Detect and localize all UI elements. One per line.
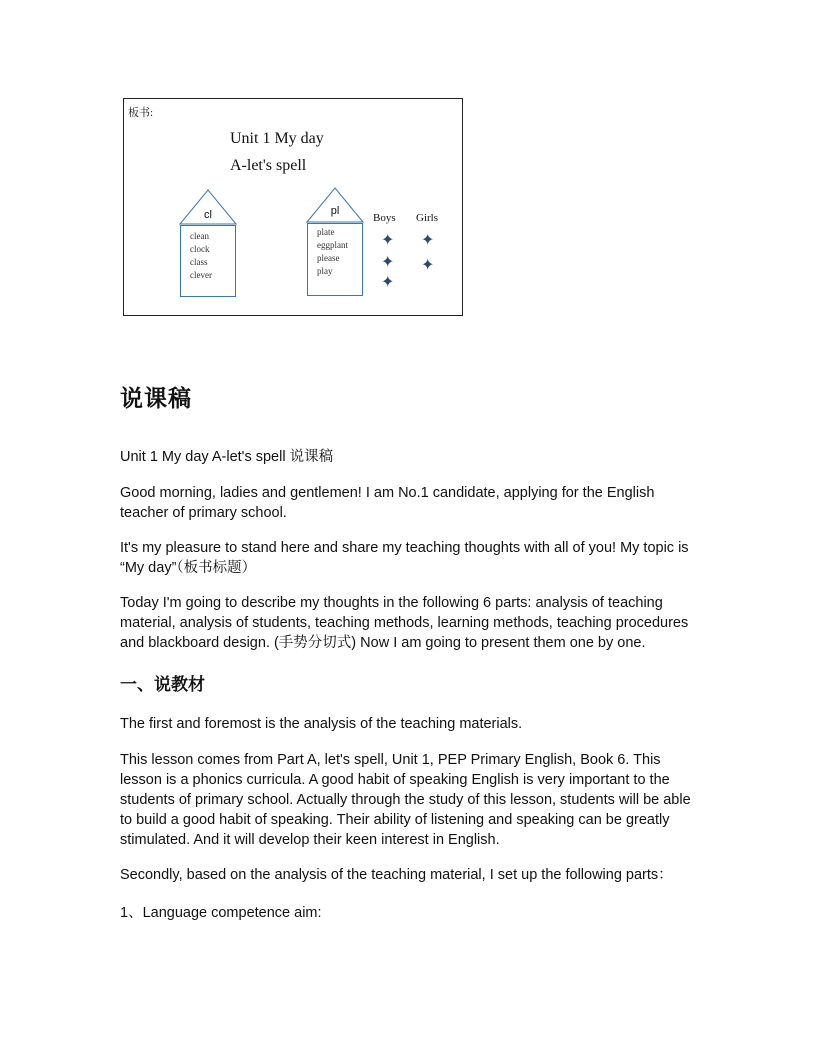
blackboard-figure	[123, 98, 463, 316]
boys-star-icon: ✦	[381, 254, 395, 271]
greeting-paragraph: Good morning, ladies and gentlemen! I am No.1 candidate, applying for the English teacher of primary school.	[120, 485, 655, 521]
outline-paragraph: Today I'm going to describe my thoughts in the following 6 parts: analysis of teaching material, analysis of students, teaching methods, learning methods, teaching procedures and blackboard design. (手势分切式) Now I am going to present them one by one.	[120, 595, 689, 651]
word-item: clock	[190, 244, 210, 254]
girls-star-icon: ✦	[421, 257, 435, 274]
house-cl-body	[180, 225, 236, 297]
board-label: 板书:	[128, 107, 154, 119]
house-pl-label: pl	[330, 205, 340, 217]
word-item: play	[317, 266, 333, 276]
girls-star-icon: ✦	[421, 232, 435, 249]
boys-star-icon: ✦	[381, 274, 395, 291]
section-intro: The first and foremost is the analysis of the teaching materials.	[120, 716, 523, 732]
word-item: please	[317, 253, 340, 263]
page-heading: 说课稿	[120, 386, 192, 412]
section-heading: 一、说教材	[120, 675, 205, 695]
board-title: Unit 1 My day	[230, 130, 324, 147]
house-pl-body	[307, 223, 363, 296]
boys-label: Boys	[373, 212, 396, 224]
aim-item: 1、Language competence aim:	[120, 905, 322, 921]
topic-paragraph: It's my pleasure to stand here and share my teaching thoughts with all of you! My topic is “My day”（板书标题）	[120, 540, 689, 576]
word-item: eggplant	[317, 240, 348, 250]
word-item: plate	[317, 227, 335, 237]
house-cl-label: cl	[204, 209, 212, 221]
girls-label: Girls	[416, 212, 438, 224]
document-body	[120, 380, 696, 923]
word-item: class	[190, 257, 208, 267]
word-item: clever	[190, 270, 212, 280]
board-subtitle: A-let's spell	[230, 157, 307, 174]
boys-star-icon: ✦	[381, 232, 395, 249]
parts-paragraph: Secondly, based on the analysis of the teaching material, I set up the following parts：	[120, 867, 673, 883]
word-item: clean	[190, 231, 209, 241]
material-analysis-paragraph: This lesson comes from Part A, let's spell, Unit 1, PEP Primary English, Book 6. This lesson is a phonics curricula. A good habit of speaking English is very important to the students of primary school. Actually through the study of this lesson, students will be able to build a good habit of speaking. Their ability of listening and speaking can be greatly stimulated. And it will develop their keen interest in English.	[120, 752, 691, 848]
intro-title: Unit 1 My day A-let's spell 说课稿	[120, 449, 334, 465]
